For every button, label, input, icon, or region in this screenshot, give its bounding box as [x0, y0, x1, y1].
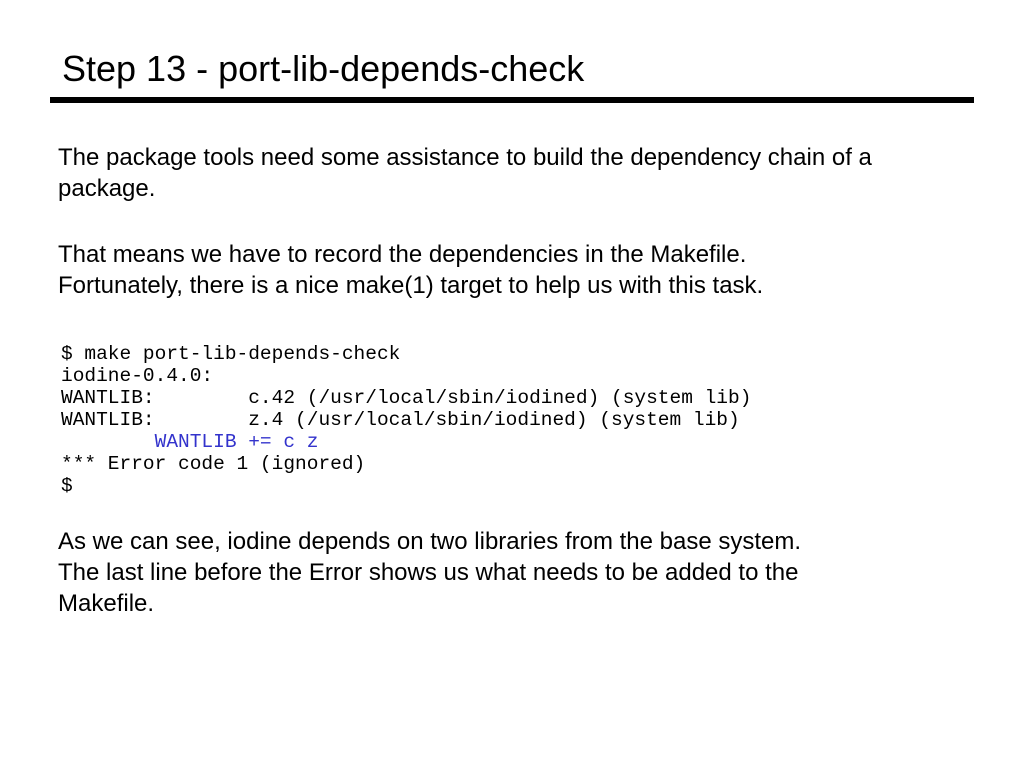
paragraph-line: The last line before the Error shows us what needs to be added to the	[58, 559, 799, 586]
terminal-line: $ make port-lib-depends-check	[61, 343, 401, 365]
paragraph-line: The package tools need some assistance to build the dependency chain of a	[58, 144, 872, 171]
paragraph-line: package.	[58, 175, 156, 202]
paragraph-conclusion	[58, 526, 801, 619]
terminal-output	[61, 343, 751, 497]
paragraph-line: That means we have to record the dependencies in the Makefile.	[58, 241, 747, 268]
paragraph-line: Fortunately, there is a nice make(1) target to help us with this task.	[58, 272, 764, 299]
page-title: Step 13 - port-lib-depends-check	[62, 48, 585, 89]
terminal-line: WANTLIB: z.4 (/usr/local/sbin/iodined) (system lib)	[61, 409, 740, 431]
terminal-line: *** Error code 1 (ignored)	[61, 453, 366, 475]
paragraph-makefile	[58, 239, 763, 301]
paragraph-line: As we can see, iodine depends on two libraries from the base system.	[58, 528, 802, 555]
terminal-line: $	[61, 475, 73, 497]
terminal-line: WANTLIB += c z	[61, 431, 319, 453]
terminal-line: WANTLIB: c.42 (/usr/local/sbin/iodined) (system lib)	[61, 387, 752, 409]
title-rule	[50, 97, 974, 103]
paragraph-line: Makefile.	[58, 590, 155, 617]
terminal-line: iodine-0.4.0:	[61, 365, 214, 387]
paragraph-intro	[58, 142, 872, 204]
